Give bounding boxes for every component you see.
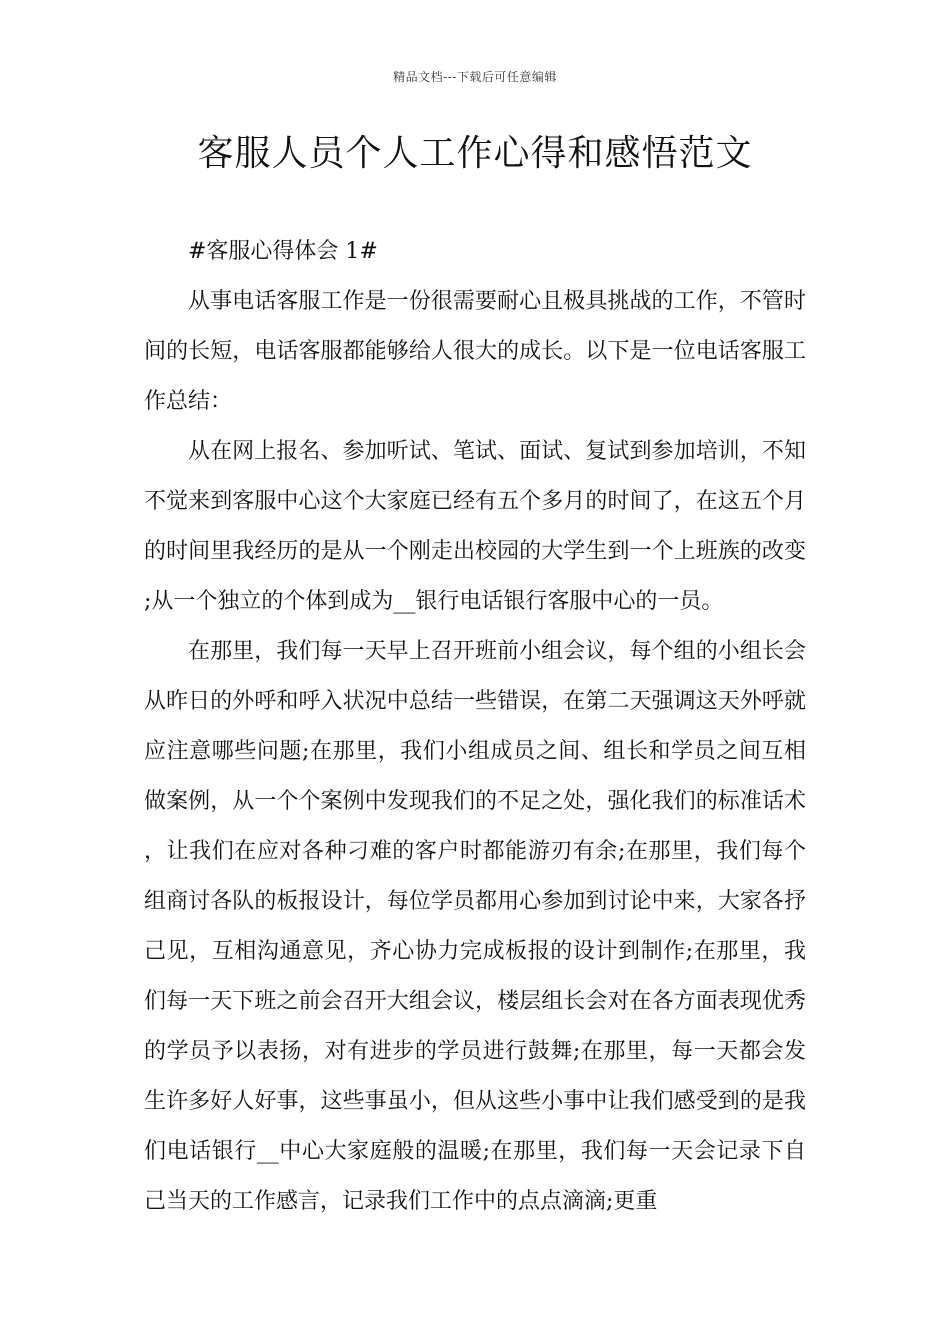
section-heading: #客服心得体会 1# [188,239,378,264]
paragraph-2: 从在网上报名、参加听试、笔试、面试、复试到参加培训，不知不觉来到客服中心这个大家庭已经有五个多月的时间了，在这五个月的时间里我经历的是从一个刚走出校园的大学生到一个上班族的改变;从一个独立的个体到成为__银行电话银行客服中心的一员。 [144,439,806,614]
document-title: 客服人员个人工作心得和感悟范文 [197,133,753,174]
paragraph-3: 在那里，我们每一天早上召开班前小组会议，每个组的小组长会从昨日的外呼和呼入状况中总结一些错误，在第二天强调这天外呼就应注意哪些问题;在那里，我们小组成员之间、组长和学员之间互相做案例，从一个个案例中发现我们的不足之处，强化我们的标准话术，让我们在应对各种刁难的客户时都能游刃有余;在那里，我们每个组商讨各队的板报设计，每位学员都用心参加到讨论中来，大家各抒己见，互相沟通意见，齐心协力完成板报的设计到制作;在那里，我们每一天下班之前会召开大组会议，楼层组长会对在各方面表现优秀的学员予以表扬，对有进步的学员进行鼓舞;在那里，每一天都会发生许多好人好事，这些事虽小，但从这些小事中让我们感受到的是我们电话银行__中心大家庭般的温暖;在那里，我们每一天会记录下自己当天的工作感言，记录我们工作中的点点滴滴;更重 [144,639,806,1214]
header-note: 精品文档---下载后可任意编辑 [393,70,557,84]
paragraph-1: 从事电话客服工作是一份很需要耐心且极具挑战的工作，不管时间的长短，电话客服都能够给人很大的成长。以下是一位电话客服工作总结： [144,289,806,414]
document-body [144,227,806,1227]
